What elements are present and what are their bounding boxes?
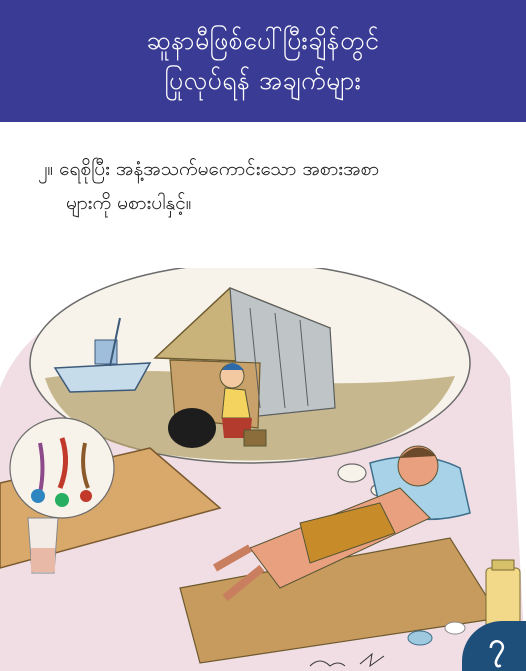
title-banner <box>0 0 526 122</box>
advice-line-1: ၂။ ရေစိုပြီး အနံ့အသက်မကောင်းသော အစားအစာ <box>38 158 380 180</box>
medicine-bottle-icon <box>486 560 520 628</box>
illustration <box>0 268 526 671</box>
germ-bubble <box>10 418 114 518</box>
cup-icon <box>408 631 432 645</box>
illustration-canvas <box>0 268 526 671</box>
page-number: ၇ <box>488 626 506 662</box>
pot-icon <box>168 408 216 448</box>
advice-line-2: များကို မစားပါနှင့်။ <box>66 192 192 214</box>
glass-icon <box>28 518 58 573</box>
cup-icon-2 <box>445 622 465 634</box>
title-line-2: ပြုလုပ်ရန် အချက်များ <box>164 66 362 95</box>
advice-point <box>38 152 508 220</box>
title-line-1: ဆူနာမီဖြစ်ပေါ်ပြီးချိန်တွင် <box>146 26 380 55</box>
